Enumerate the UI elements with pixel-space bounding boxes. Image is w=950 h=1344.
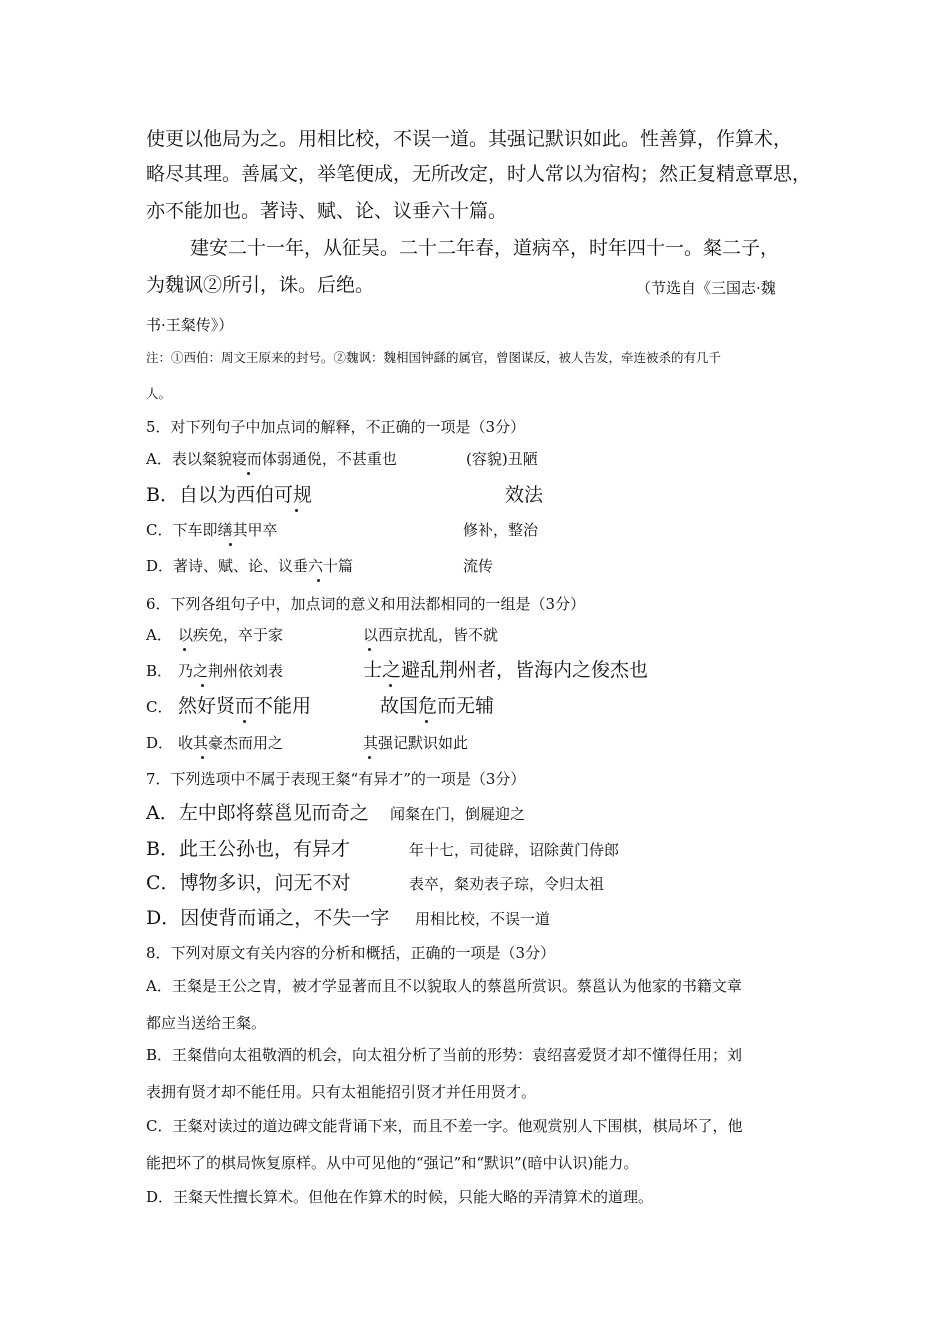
emphasis-dot: [295, 509, 298, 512]
q6-option-a-label: A．: [146, 626, 172, 644]
question-7-stem: 7．下列选项中不属于表现王粲“有异才”的一项是（3分）: [146, 770, 526, 788]
source-citation: （节选自《三国志·魏: [636, 279, 776, 297]
q6-option-b-left: 乃之荆州依刘表: [178, 662, 284, 680]
question-5-stem: 5．对下列句子中加点词的解释，不正确的一项是（3分）: [146, 418, 526, 436]
q7-option-a-left: A．左中郎将蔡邕见而奇之: [146, 802, 369, 824]
q8-option-a: A．王粲是王公之胄，被才学显著而且不以貌取人的蔡邕所赏识。蔡邕认为他家的书籍文章: [146, 977, 742, 995]
question-6-stem: 6．下列各组句子中，加点词的意义和用法都相同的一组是（3分）: [146, 595, 586, 613]
q6-option-c-left: 然好贤而不能用: [178, 695, 312, 717]
q5-option-d-gloss: 流传: [463, 557, 494, 575]
q5-option-a: A．表以粲貌寝而体弱通侻，不甚重也: [146, 450, 397, 468]
q6-option-b-right: 士之避乱荆州者，皆海内之俊杰也: [363, 659, 649, 681]
q7-option-d-right: 用相比校，不误一道: [415, 910, 551, 928]
q6-option-c-label: C．: [146, 698, 173, 716]
q6-option-d-label: D．: [146, 734, 174, 752]
emphasis-dot: [229, 543, 232, 546]
source-citation: 书·王粲传》）: [146, 316, 234, 334]
q8-option-c: 能把坏了的棋局恢复原样。从中可见他的“强记”和“默识”(暗中认识)能力。: [146, 1154, 639, 1172]
q5-option-b: B．自以为西伯可规: [146, 484, 312, 506]
q6-option-d-right: 其强记默识如此: [363, 734, 469, 752]
emphasis-dot: [317, 579, 320, 582]
q7-option-d-left: D．因使背而诵之，不失一字: [146, 907, 390, 929]
q7-option-c-right: 表卒，粲劝表子琮，令归太祖: [409, 875, 605, 893]
q6-option-a-left: 以疾免，卒于家: [178, 626, 284, 644]
q8-option-a: 都应当送给王粲。: [146, 1014, 267, 1032]
q6-option-b-label: B．: [146, 662, 173, 680]
q5-option-a-gloss: (容貌)丑陋: [466, 450, 538, 468]
q7-option-a-right: 闻粲在门，倒屣迎之: [390, 805, 526, 823]
emphasis-dot: [183, 648, 186, 651]
emphasis-dot: [247, 472, 250, 475]
emphasis-dot: [201, 684, 204, 687]
q7-option-b-right: 年十七，司徒辟，诏除黄门侍郎: [409, 841, 620, 859]
q5-option-c: C．下车即缮其甲卒: [146, 521, 278, 539]
emphasis-dot: [389, 684, 392, 687]
emphasis-dot: [368, 648, 371, 651]
q8-option-c: C．王粲对读过的道边碑文能背诵下来，而且不差一字。他观赏别人下围棋，棋局坏了，他: [146, 1117, 743, 1135]
emphasis-dot: [425, 720, 428, 723]
q8-option-b: B．王粲借向太祖敬酒的机会，向太祖分析了当前的形势：袁绍喜爱贤才却不懂得任用；刘: [146, 1046, 743, 1064]
passage-line: 建安二十一年，从征吴。二十二年春，道病卒，时年四十一。粲二子，: [190, 237, 780, 259]
question-8-stem: 8．下列对原文有关内容的分析和概括，正确的一项是（3分）: [146, 944, 556, 962]
emphasis-dot: [243, 720, 246, 723]
passage-line: 为魏讽②所引，诛。后绝。: [146, 274, 375, 296]
q6-option-d-left: 收其豪杰而用之: [178, 734, 284, 752]
q5-option-b-gloss: 效法: [505, 484, 544, 506]
q7-option-c-left: C．博物多识，问无不对: [146, 872, 351, 894]
footnote: 人。: [146, 386, 172, 401]
passage-line: 使更以他局为之。用相比校，不误一道。其强记默识如此。性善算，作算术，: [146, 128, 793, 150]
q8-option-d: D．王粲天性擅长算术。但他在作算术的时候，只能大略的弄清算术的道理。: [146, 1188, 654, 1206]
q6-option-c-right: 故国危而无辅: [380, 695, 495, 717]
passage-line: 亦不能加也。著诗、赋、论、议垂六十篇。: [146, 200, 508, 222]
q6-option-a-right: 以西京扰乱，皆不就: [363, 626, 499, 644]
passage-line: 略尽其理。善属文，举笔便成，无所改定，时人常以为宿构；然正复精意覃思，: [146, 163, 812, 185]
emphasis-dot: [368, 756, 371, 759]
q7-option-b-left: B．此王公孙也，有异才: [146, 838, 350, 860]
emphasis-dot: [201, 756, 204, 759]
q8-option-b: 表拥有贤才却不能任用。只有太祖能招引贤才并任用贤才。: [146, 1083, 537, 1101]
q5-option-c-gloss: 修补，整治: [463, 521, 539, 539]
footnote: 注：①西伯：周文王原来的封号。②魏讽：魏相国钟繇的属官，曾图谋反，被人告发，牵连被杀的有几千: [146, 350, 722, 365]
q5-option-d: D．著诗、赋、论、议垂六十篇: [146, 557, 354, 575]
